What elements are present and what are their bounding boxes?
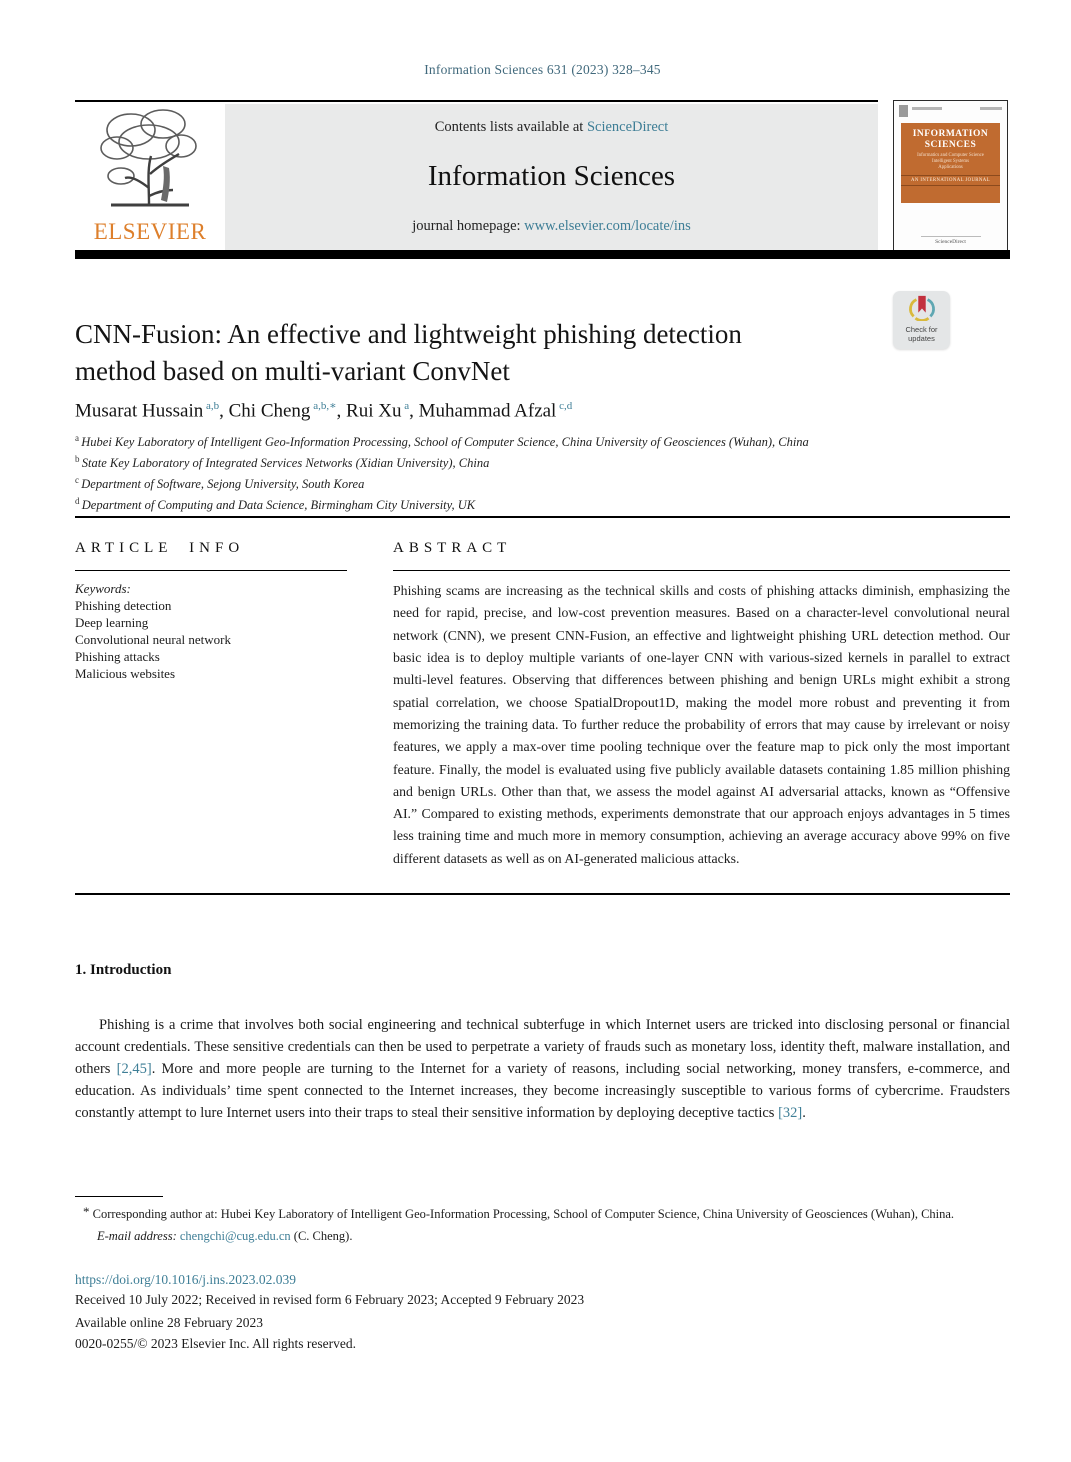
abstract-heading: ABSTRACT	[393, 540, 512, 556]
cover-banner: AN INTERNATIONAL JOURNAL	[901, 175, 1000, 186]
header-top-rule	[75, 100, 878, 102]
cover-subtitle	[901, 153, 1000, 171]
paper-title-line2: method based on multi-variant ConvNet	[75, 356, 510, 386]
corresponding-author-note	[75, 1202, 1010, 1224]
received-dates: Received 10 July 2022; Received in revised form 6 February 2023; Accepted 9 February 2023	[75, 1292, 585, 1307]
keyword-item: Malicious websites	[75, 666, 176, 682]
contents-line	[225, 119, 878, 136]
elsevier-tree-icon	[91, 199, 209, 216]
email-link[interactable]: chengchi@cug.edu.cn	[176, 1229, 291, 1243]
affiliation-item: $^b$ State Key Laboratory of Integrated Services Networks (Xidian University), China	[75, 454, 490, 471]
asterisk-mark: *	[83, 1204, 90, 1219]
journal-header-panel	[225, 104, 878, 250]
article-info-heading: ARTICLE INFO	[75, 540, 245, 556]
doi-link[interactable]: https://doi.org/10.1016/j.ins.2023.02.039	[75, 1272, 297, 1287]
citation-ref-32[interactable]: [32]	[778, 1105, 803, 1121]
footnote-rule	[75, 1196, 163, 1197]
author-name: Muhammad Afzal	[418, 400, 557, 422]
citation-ref-2-45[interactable]: [2,45]	[116, 1061, 152, 1077]
abstract-column	[393, 540, 1010, 870]
keyword-item: Deep learning	[75, 615, 149, 631]
author-name: Musarat Hussain	[75, 400, 204, 422]
cover-subtitle-2: Intelligent Systems	[932, 159, 969, 164]
keyword-item: Phishing detection	[75, 598, 172, 614]
affiliation-item: $^c$ Department of Software, Sejong University, South Korea	[75, 475, 365, 492]
author-affiliation-sup: a	[401, 400, 410, 412]
cover-mini-logo	[899, 105, 908, 117]
cover-orange-panel	[901, 123, 1000, 203]
contents-prefix: Contents lists available at	[434, 119, 587, 135]
journal-title: Information Sciences	[427, 160, 676, 192]
author-affiliation-sup: c,d	[556, 400, 573, 412]
homepage-link[interactable]: www.elsevier.com/locate/ins	[524, 218, 691, 234]
paper-title	[75, 316, 885, 390]
check-badge-line1: Check for	[905, 325, 938, 334]
email-suffix: (C. Cheng).	[290, 1229, 353, 1243]
homepage-line	[225, 218, 878, 235]
paper-title-line1: CNN-Fusion: An effective and lightweight phishing detection	[75, 319, 742, 349]
elsevier-logo	[75, 104, 225, 250]
keyword-item: Convolutional neural network	[75, 632, 231, 648]
issn-copyright: 0020-0255/© 2023 Elsevier Inc. All rights reserved.	[75, 1336, 356, 1351]
author-name: Rui Xu	[346, 400, 402, 422]
elsevier-wordmark: ELSEVIER	[93, 219, 207, 244]
cover-subtitle-3: Applications	[938, 165, 963, 170]
crossmark-icon	[908, 308, 936, 325]
available-online: Available online 28 February 2023	[75, 1315, 263, 1330]
check-badge-label	[893, 326, 950, 343]
keywords-label: Keywords:	[75, 581, 131, 597]
author-affiliation-sup: a,b,∗	[310, 400, 337, 412]
affiliation-item: $^a$ Hubei Key Laboratory of Intelligent Geo-Information Processing, School of Computer Science, China University of Geosciences (Wuhan), China	[75, 433, 809, 450]
introduction-paragraph	[75, 1014, 1010, 1124]
corresponding-author-text: Corresponding author at: Hubei Key Laboratory of Intelligent Geo-Information Processing, School of Computer Science, China University of Geosciences (Wuhan), China.	[89, 1207, 955, 1221]
section-divider-top	[75, 516, 1010, 518]
doi-line	[75, 1272, 296, 1288]
check-badge-line2: updates	[908, 333, 935, 343]
author-affiliation-sup: a,b	[203, 400, 220, 412]
cover-micro-text-right	[980, 107, 1002, 110]
journal-citation: Information Sciences 631 (2023) 328–345	[424, 62, 661, 77]
abstract-text: Phishing scams are increasing as the technical skills and costs of phishing attacks diminish, emphasizing the need for rapid, precise, and low-cost prevention measures. Based on a character-level convolutional neural network (CNN), we present CNN-Fusion, an effective and lightweight phishing URL detection method. Our basic idea is to deploy multiple variants of one-layer CNN with various-sized kernels in parallel to extract multi-level features. Observing that differences between phishing and benign URLs might exhibit a strong spatial correlation, we choose SpatialDropout1D, making the model more robust and preventing it from memorizing the training data. To further reduce the probability of errors that may cause by irrelevant or noisy features, we apply a max-over time pooling technique over the feature map to pick only the most important feature. Finally, the model is evaluated using five publicly available datasets containing 1.85 million phishing and benign URLs. Other than that, we assess the model against AI adversarial attacks, known as “Offensive AI.” Compared to existing methods, experiments demonstrate that our approach enjoys advantages in 5 times less training time and much more in memory consumption, achieving an average accuracy above 99% on five different datasets as well as on AI-generated malicious attacks.	[393, 583, 1010, 866]
keywords-block	[75, 580, 360, 682]
cover-micro-text-left	[912, 107, 942, 110]
cover-subtitle-1: Informatics and Computer Science	[917, 153, 984, 158]
header-bottom-bar	[75, 250, 1010, 259]
author-list: Musarat Hussain $^{a,b}$, Chi Cheng $^{a,b,∗}$, Rui Xu $^a$, Muhammad Afzal $^{c,d}$	[75, 400, 573, 422]
journal-cover-thumbnail	[893, 100, 1008, 252]
author-name: Chi Cheng	[228, 400, 311, 422]
keyword-item: Phishing attacks	[75, 649, 160, 665]
intro-text-1: Phishing is a crime that involves both social engineering and technical subterfuge in which Internet users are tricked into disclosing personal or financial account credentials. These sensitive credentials can then be used to perpetrate a variety of frauds such as monetary loss, identity theft, malware installation, and others	[75, 1017, 1010, 1077]
footnote-block	[75, 1202, 1010, 1246]
abstract-rule	[393, 570, 1010, 571]
cover-title-1: INFORMATION	[912, 129, 989, 139]
email-label: E-mail address:	[97, 1229, 177, 1243]
article-info-rule	[75, 570, 347, 571]
section-divider-bottom	[75, 893, 1010, 895]
intro-text-3: .	[802, 1105, 806, 1121]
affiliation-item: $^d$ Department of Computing and Data Science, Birmingham City University, UK	[75, 496, 476, 513]
affiliation-list	[75, 430, 975, 515]
homepage-label: journal homepage:	[412, 218, 525, 234]
article-info-column	[75, 540, 360, 682]
check-for-updates-badge[interactable]	[893, 291, 950, 349]
keywords-list	[75, 597, 360, 682]
cover-title-2: SCIENCES	[924, 139, 977, 150]
cover-sciencedirect-brand: ScienceDirect	[935, 239, 966, 245]
cover-footer-rule	[921, 236, 981, 237]
intro-text-2: . More and more people are turning to the Internet for a variety of reasons, including social networking, money transfers, e-commerce, and education. As individuals’ time spent connected to the Internet increases, they become increasingly susceptible to various forms of cybercrime. Fraudsters constantly attempt to lure Internet users into their traps to steal their sensitive information by deploying deceptive tactics	[75, 1061, 1011, 1121]
email-line	[97, 1227, 1010, 1246]
sciencedirect-link[interactable]: ScienceDirect	[586, 119, 669, 135]
introduction-heading: 1. Introduction	[75, 962, 172, 978]
